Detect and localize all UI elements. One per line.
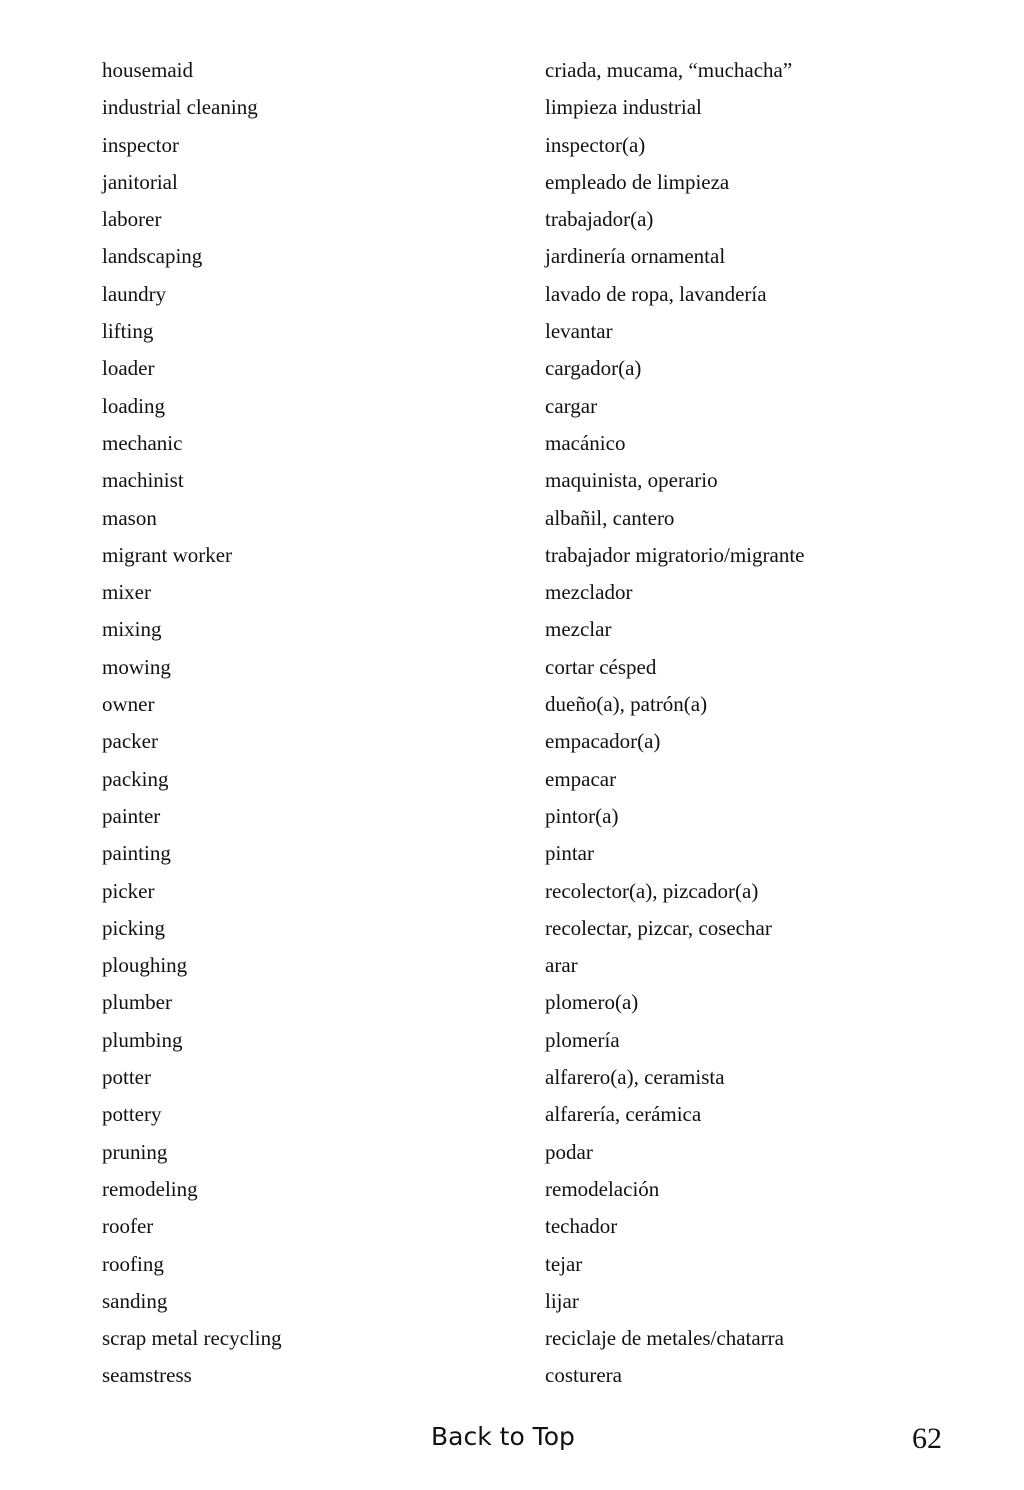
english-term: sanding (102, 1288, 168, 1313)
glossary-row (102, 723, 902, 760)
glossary-row (102, 873, 902, 910)
glossary-row (102, 686, 902, 723)
english-term: mason (102, 505, 157, 530)
glossary-row (102, 350, 902, 387)
spanish-translation: trabajador(a) (545, 207, 654, 232)
spanish-translation: lijar (545, 1288, 579, 1313)
spanish-translation: cargar (545, 393, 598, 418)
glossary-row (102, 1171, 902, 1208)
spanish-translation: cortar césped (545, 654, 657, 679)
glossary-row (102, 89, 902, 126)
english-term: lifting (102, 319, 154, 344)
spanish-translation: empacador(a) (545, 729, 661, 754)
english-term: ploughing (102, 953, 188, 978)
spanish-translation: recolectar, pizcar, cosechar (545, 915, 772, 940)
english-term: plumbing (102, 1027, 183, 1052)
glossary-row (102, 1096, 902, 1133)
spanish-translation: cargador(a) (545, 356, 642, 381)
glossary-row (102, 798, 902, 835)
english-term: roofing (102, 1251, 164, 1276)
spanish-translation: empacar (545, 766, 617, 791)
glossary-row (102, 1283, 902, 1320)
spanish-translation: mezclador (545, 580, 633, 605)
english-term: picking (102, 915, 165, 940)
spanish-translation: lavado de ropa, lavandería (545, 281, 767, 306)
spanish-translation: reciclaje de metales/chatarra (545, 1326, 784, 1351)
spanish-translation: macánico (545, 430, 626, 455)
back-to-top-link[interactable]: Back to Top (431, 1422, 575, 1451)
spanish-translation: podar (545, 1139, 593, 1164)
spanish-translation: maquinista, operario (545, 468, 718, 493)
spanish-translation: empleado de limpieza (545, 169, 730, 194)
glossary-row (102, 984, 902, 1021)
english-term: pruning (102, 1139, 168, 1164)
glossary-row (102, 1059, 902, 1096)
glossary-row (102, 1134, 902, 1171)
english-term: mowing (102, 654, 171, 679)
spanish-translation: alfarero(a), ceramista (545, 1065, 725, 1090)
english-term: packing (102, 766, 169, 791)
glossary-row (102, 127, 902, 164)
glossary-row (102, 537, 902, 574)
english-term: mixing (102, 617, 162, 642)
english-term: industrial cleaning (102, 95, 258, 120)
glossary-row (102, 164, 902, 201)
english-term: housemaid (102, 58, 193, 82)
spanish-translation: jardinería ornamental (545, 244, 726, 269)
english-term: painting (102, 841, 171, 866)
spanish-translation: trabajador migratorio/migrante (545, 542, 805, 567)
glossary-row (102, 910, 902, 947)
glossary-row (102, 1208, 902, 1245)
spanish-translation: tejar (545, 1251, 583, 1276)
glossary-row (102, 500, 902, 537)
glossary-table (102, 52, 902, 1395)
english-term: loading (102, 393, 165, 418)
english-term: pottery (102, 1102, 162, 1127)
glossary-row (102, 388, 902, 425)
english-term: laborer (102, 207, 162, 232)
spanish-translation: dueño(a), patrón(a) (545, 692, 708, 717)
english-term: painter (102, 803, 161, 828)
spanish-translation: plomero(a) (545, 990, 639, 1015)
english-term: packer (102, 729, 158, 754)
glossary-row (102, 201, 902, 238)
english-term: inspector (102, 132, 179, 157)
english-term: loader (102, 356, 155, 381)
spanish-translation: techador (545, 1214, 618, 1239)
english-term: mechanic (102, 430, 183, 455)
glossary-row (102, 761, 902, 798)
glossary-row (102, 574, 902, 611)
english-term: landscaping (102, 244, 203, 269)
english-term: owner (102, 692, 155, 717)
spanish-translation: recolector(a), pizcador(a) (545, 878, 759, 903)
english-term: mixer (102, 580, 151, 605)
english-term: scrap metal recycling (102, 1326, 282, 1351)
glossary-row (102, 462, 902, 499)
spanish-translation: arar (545, 953, 578, 978)
spanish-translation: remodelación (545, 1176, 660, 1201)
spanish-translation: limpieza industrial (545, 95, 702, 120)
spanish-translation: albañil, cantero (545, 505, 675, 530)
spanish-translation: criada, mucama, “muchacha” (545, 58, 793, 82)
glossary-row (102, 835, 902, 872)
glossary-row (102, 52, 902, 89)
glossary-row (102, 1357, 902, 1394)
english-term: seamstress (102, 1363, 192, 1388)
glossary-row (102, 238, 902, 275)
spanish-translation: inspector(a) (545, 132, 646, 157)
english-term: potter (102, 1065, 151, 1090)
english-term: laundry (102, 281, 167, 306)
spanish-translation: alfarería, cerámica (545, 1102, 702, 1127)
english-term: machinist (102, 468, 184, 493)
glossary-row (102, 276, 902, 313)
english-term: picker (102, 878, 155, 903)
spanish-translation: pintar (545, 841, 594, 866)
glossary-row (102, 1022, 902, 1059)
page-number: 62 (912, 1422, 942, 1455)
english-term: remodeling (102, 1176, 198, 1201)
english-term: roofer (102, 1214, 154, 1239)
glossary-row (102, 1320, 902, 1357)
spanish-translation: pintor(a) (545, 803, 619, 828)
glossary-row (102, 1246, 902, 1283)
english-term: plumber (102, 990, 172, 1015)
english-term: migrant worker (102, 542, 233, 567)
glossary-row (102, 611, 902, 648)
spanish-translation: costurera (545, 1363, 622, 1388)
english-term: janitorial (102, 169, 178, 194)
spanish-translation: plomería (545, 1027, 620, 1052)
glossary-row (102, 425, 902, 462)
spanish-translation: levantar (545, 319, 613, 344)
spanish-translation: mezclar (545, 617, 612, 642)
glossary-row (102, 947, 902, 984)
glossary-row (102, 649, 902, 686)
glossary-row (102, 313, 902, 350)
